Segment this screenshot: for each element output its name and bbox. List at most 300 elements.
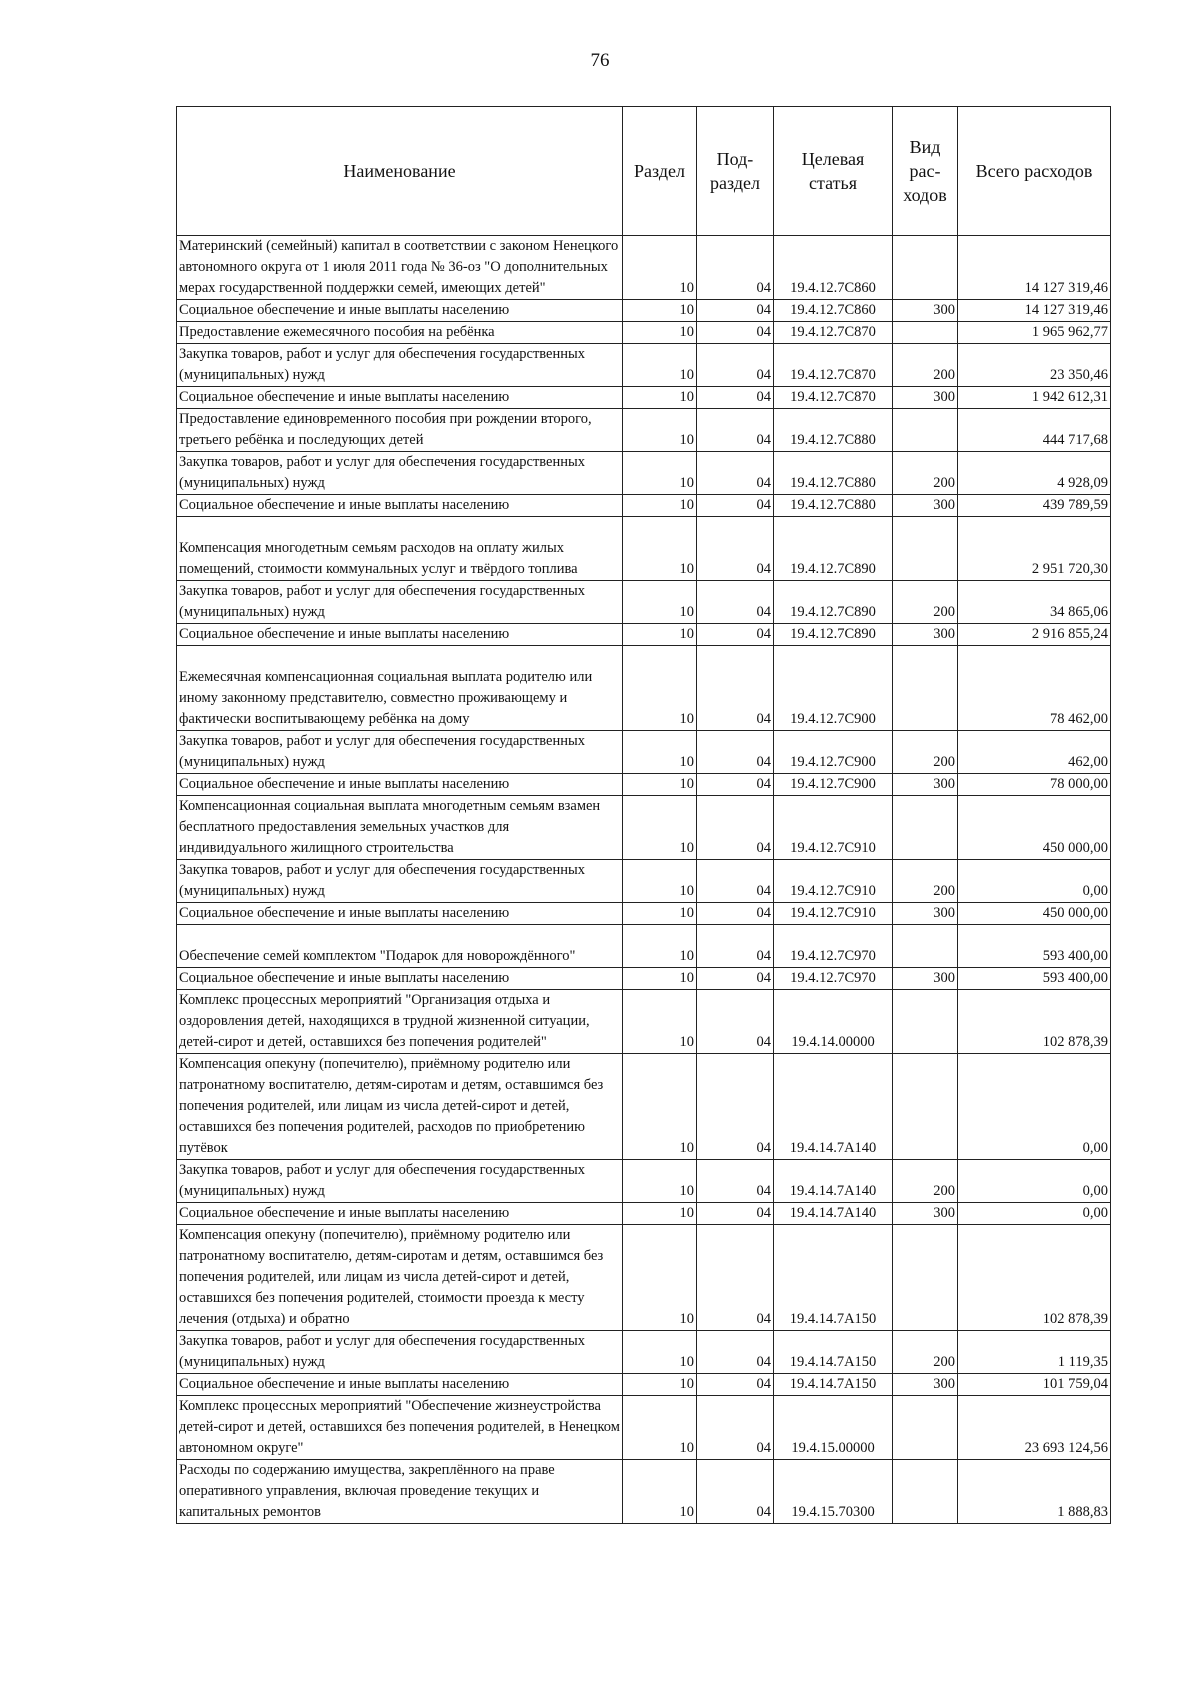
row-tselevaya-statya-text: 19.4.12.7С880 xyxy=(790,475,876,491)
row-podrazdel-text: 04 xyxy=(756,1311,771,1327)
row-total-text: 593 400,00 xyxy=(1042,948,1108,964)
row-vid-rashodov xyxy=(893,774,958,796)
row-name xyxy=(177,409,623,452)
row-razdel-text: 10 xyxy=(679,1311,694,1327)
row-razdel xyxy=(623,322,697,344)
row-podrazdel-text: 04 xyxy=(756,711,771,727)
row-vid-rashodov xyxy=(893,452,958,495)
row-name-text: Социальное обеспечение и иные выплаты населению xyxy=(179,497,510,513)
row-name xyxy=(177,517,623,581)
row-vid-rashodov xyxy=(893,344,958,387)
row-tselevaya-statya xyxy=(774,300,893,322)
row-tselevaya-statya xyxy=(774,1054,893,1160)
row-total xyxy=(958,1225,1111,1331)
row-razdel-text: 10 xyxy=(679,626,694,642)
table-row xyxy=(177,903,1111,925)
row-tselevaya-statya-text: 19.4.14.7А140 xyxy=(789,1205,877,1221)
table-row xyxy=(177,322,1111,344)
row-tselevaya-statya xyxy=(774,1374,893,1396)
row-podrazdel-text: 04 xyxy=(756,302,771,318)
table-row xyxy=(177,646,1111,731)
row-total-text: 0,00 xyxy=(1082,883,1108,899)
row-tselevaya-statya xyxy=(774,1396,893,1460)
row-razdel xyxy=(623,452,697,495)
row-tselevaya-statya-text: 19.4.12.7С860 xyxy=(790,302,876,318)
row-total xyxy=(958,1460,1111,1524)
row-podrazdel xyxy=(697,581,774,624)
row-tselevaya-statya-text: 19.4.12.7С970 xyxy=(790,970,876,986)
row-name-text: Компенсация опекуну (попечителю), приёмному родителю или патронатному воспитателю, детям-сиротам и детям, оставшимся без попечения родителей, или лицам из числа детей-сирот и детей, оставшихся без попечения родителей, расходов по приобретению путёвок xyxy=(179,1056,604,1156)
row-podrazdel xyxy=(697,624,774,646)
row-podrazdel-text: 04 xyxy=(756,1354,771,1370)
row-razdel xyxy=(623,990,697,1054)
header-razdel: Раздел xyxy=(623,107,697,236)
table-body xyxy=(177,236,1111,1524)
row-vid-rashodov-text: 300 xyxy=(933,302,955,318)
row-total xyxy=(958,300,1111,322)
row-razdel xyxy=(623,581,697,624)
header-vid: Вид рас- ходов xyxy=(893,107,958,236)
row-razdel xyxy=(623,925,697,968)
row-podrazdel xyxy=(697,517,774,581)
row-razdel xyxy=(623,731,697,774)
row-vid-rashodov xyxy=(893,1331,958,1374)
row-name xyxy=(177,903,623,925)
row-total-text: 23 350,46 xyxy=(1050,367,1108,383)
row-vid-rashodov xyxy=(893,990,958,1054)
row-name xyxy=(177,646,623,731)
row-podrazdel-text: 04 xyxy=(756,1183,771,1199)
row-total-text: 439 789,59 xyxy=(1042,497,1108,513)
row-name xyxy=(177,387,623,409)
row-tselevaya-statya-text: 19.4.12.7С890 xyxy=(790,604,876,620)
row-tselevaya-statya xyxy=(774,1203,893,1225)
row-name xyxy=(177,1331,623,1374)
row-vid-rashodov-text: 300 xyxy=(933,389,955,405)
table-row xyxy=(177,624,1111,646)
row-razdel xyxy=(623,860,697,903)
row-podrazdel xyxy=(697,322,774,344)
row-name-text: Ежемесячная компенсационная социальная выплата родителю или иному законному представителю, совместно проживающему и фактически воспитывающему ребёнка на дому xyxy=(179,669,593,727)
row-total-text: 78 462,00 xyxy=(1050,711,1108,727)
row-podrazdel xyxy=(697,495,774,517)
row-razdel-text: 10 xyxy=(679,711,694,727)
row-vid-rashodov xyxy=(893,1160,958,1203)
row-tselevaya-statya-text: 19.4.12.7С910 xyxy=(790,840,876,856)
row-tselevaya-statya-text: 19.4.12.7С970 xyxy=(790,948,876,964)
row-name-text: Закупка товаров, работ и услуг для обеспечения государственных (муниципальных) нужд xyxy=(179,346,586,383)
row-vid-rashodov xyxy=(893,925,958,968)
row-podrazdel xyxy=(697,731,774,774)
row-vid-rashodov xyxy=(893,300,958,322)
row-razdel xyxy=(623,646,697,731)
row-razdel xyxy=(623,796,697,860)
table-row xyxy=(177,1396,1111,1460)
row-vid-rashodov xyxy=(893,1460,958,1524)
row-razdel-text: 10 xyxy=(679,367,694,383)
row-podrazdel-text: 04 xyxy=(756,883,771,899)
row-razdel-text: 10 xyxy=(679,905,694,921)
row-total xyxy=(958,624,1111,646)
row-razdel-text: 10 xyxy=(679,1205,694,1221)
row-total xyxy=(958,925,1111,968)
row-vid-rashodov xyxy=(893,236,958,300)
table-row xyxy=(177,517,1111,581)
row-podrazdel xyxy=(697,1396,774,1460)
table-row xyxy=(177,1203,1111,1225)
row-podrazdel-text: 04 xyxy=(756,475,771,491)
table-row xyxy=(177,968,1111,990)
row-total-text: 450 000,00 xyxy=(1042,905,1108,921)
row-name xyxy=(177,796,623,860)
row-total-text: 1 965 962,77 xyxy=(1031,324,1108,340)
row-vid-rashodov xyxy=(893,517,958,581)
table-row xyxy=(177,990,1111,1054)
row-name-text: Социальное обеспечение и иные выплаты населению xyxy=(179,626,510,642)
row-name xyxy=(177,624,623,646)
table-row xyxy=(177,731,1111,774)
row-razdel-text: 10 xyxy=(679,1440,694,1456)
row-razdel xyxy=(623,495,697,517)
row-razdel-text: 10 xyxy=(679,840,694,856)
row-name-text: Предоставление ежемесячного пособия на ребёнка xyxy=(179,324,495,340)
row-total xyxy=(958,968,1111,990)
row-total-text: 1 942 612,31 xyxy=(1031,389,1108,405)
row-podrazdel xyxy=(697,236,774,300)
row-podrazdel xyxy=(697,300,774,322)
row-vid-rashodov xyxy=(893,322,958,344)
row-name xyxy=(177,990,623,1054)
row-podrazdel xyxy=(697,1331,774,1374)
row-name xyxy=(177,1160,623,1203)
row-razdel xyxy=(623,624,697,646)
row-vid-rashodov xyxy=(893,731,958,774)
row-tselevaya-statya-text: 19.4.14.7А150 xyxy=(789,1311,877,1327)
row-vid-rashodov-text: 200 xyxy=(933,1354,955,1370)
row-name-text: Закупка товаров, работ и услуг для обеспечения государственных (муниципальных) нужд xyxy=(179,1333,586,1370)
row-tselevaya-statya-text: 19.4.12.7С910 xyxy=(790,905,876,921)
row-total-text: 1 888,83 xyxy=(1057,1504,1108,1520)
row-tselevaya-statya xyxy=(774,1160,893,1203)
header-podrazdel: Под- раздел xyxy=(697,107,774,236)
row-tselevaya-statya xyxy=(774,344,893,387)
row-razdel-text: 10 xyxy=(679,883,694,899)
row-razdel xyxy=(623,1331,697,1374)
row-total-text: 101 759,04 xyxy=(1042,1376,1108,1392)
row-razdel-text: 10 xyxy=(679,561,694,577)
row-podrazdel-text: 04 xyxy=(756,970,771,986)
row-razdel xyxy=(623,1054,697,1160)
row-tselevaya-statya xyxy=(774,409,893,452)
row-podrazdel xyxy=(697,860,774,903)
row-name xyxy=(177,1374,623,1396)
row-tselevaya-statya xyxy=(774,387,893,409)
row-total xyxy=(958,322,1111,344)
row-vid-rashodov-text: 300 xyxy=(933,970,955,986)
table-row xyxy=(177,344,1111,387)
table-row xyxy=(177,1225,1111,1331)
row-total-text: 78 000,00 xyxy=(1050,776,1108,792)
row-name xyxy=(177,1203,623,1225)
row-vid-rashodov xyxy=(893,1225,958,1331)
row-total-text: 102 878,39 xyxy=(1042,1034,1108,1050)
row-razdel-text: 10 xyxy=(679,604,694,620)
row-name-text: Расходы по содержанию имущества, закреплённого на праве оперативного управления, включая проведение текущих и капитальных ремонтов xyxy=(179,1462,555,1520)
row-total-text: 14 127 319,46 xyxy=(1024,302,1108,318)
row-total xyxy=(958,409,1111,452)
table-row xyxy=(177,1460,1111,1524)
row-vid-rashodov xyxy=(893,796,958,860)
page-number: 76 xyxy=(590,50,610,71)
row-tselevaya-statya-text: 19.4.12.7С910 xyxy=(790,883,876,899)
row-name xyxy=(177,1460,623,1524)
row-tselevaya-statya-text: 19.4.14.7А150 xyxy=(789,1376,877,1392)
table-row xyxy=(177,387,1111,409)
row-razdel-text: 10 xyxy=(679,324,694,340)
table-row xyxy=(177,796,1111,860)
row-total xyxy=(958,387,1111,409)
row-total xyxy=(958,903,1111,925)
row-razdel xyxy=(623,1225,697,1331)
row-vid-rashodov-text: 200 xyxy=(933,883,955,899)
row-tselevaya-statya-text: 19.4.12.7С890 xyxy=(790,626,876,642)
row-podrazdel-text: 04 xyxy=(756,432,771,448)
row-podrazdel xyxy=(697,903,774,925)
table-row xyxy=(177,495,1111,517)
row-podrazdel-text: 04 xyxy=(756,389,771,405)
row-tselevaya-statya-text: 19.4.12.7С880 xyxy=(790,497,876,513)
row-name-text: Закупка товаров, работ и услуг для обеспечения государственных (муниципальных) нужд xyxy=(179,862,586,899)
row-podrazdel xyxy=(697,1225,774,1331)
table-row xyxy=(177,1160,1111,1203)
row-total xyxy=(958,1203,1111,1225)
row-name-text: Закупка товаров, работ и услуг для обеспечения государственных (муниципальных) нужд xyxy=(179,454,586,491)
row-name xyxy=(177,774,623,796)
row-name xyxy=(177,860,623,903)
row-name xyxy=(177,452,623,495)
row-total xyxy=(958,860,1111,903)
row-tselevaya-statya xyxy=(774,774,893,796)
row-name-text: Компенсация многодетным семьям расходов на оплату жилых помещений, стоимости коммунальных услуг и твёрдого топлива xyxy=(179,540,578,577)
row-tselevaya-statya-text: 19.4.12.7С900 xyxy=(790,711,876,727)
header-tselevaya: Целевая статья xyxy=(774,107,893,236)
row-total-text: 0,00 xyxy=(1082,1183,1108,1199)
table-row xyxy=(177,925,1111,968)
row-razdel xyxy=(623,968,697,990)
row-vid-rashodov xyxy=(893,624,958,646)
row-vid-rashodov-text: 200 xyxy=(933,1183,955,1199)
row-razdel xyxy=(623,1160,697,1203)
row-podrazdel-text: 04 xyxy=(756,1034,771,1050)
row-name xyxy=(177,495,623,517)
row-total xyxy=(958,1054,1111,1160)
row-podrazdel xyxy=(697,646,774,731)
table-row xyxy=(177,409,1111,452)
table-row xyxy=(177,1331,1111,1374)
row-podrazdel-text: 04 xyxy=(756,280,771,296)
row-razdel-text: 10 xyxy=(679,1354,694,1370)
row-total xyxy=(958,236,1111,300)
table-row xyxy=(177,452,1111,495)
row-name xyxy=(177,968,623,990)
row-razdel-text: 10 xyxy=(679,970,694,986)
row-podrazdel xyxy=(697,409,774,452)
row-tselevaya-statya-text: 19.4.12.7С900 xyxy=(790,776,876,792)
row-razdel xyxy=(623,903,697,925)
row-tselevaya-statya xyxy=(774,925,893,968)
row-total-text: 462,00 xyxy=(1068,754,1108,770)
row-vid-rashodov xyxy=(893,409,958,452)
row-tselevaya-statya xyxy=(774,990,893,1054)
row-podrazdel xyxy=(697,1203,774,1225)
row-vid-rashodov-text: 200 xyxy=(933,604,955,620)
row-vid-rashodov-text: 300 xyxy=(933,905,955,921)
table-row xyxy=(177,860,1111,903)
row-tselevaya-statya xyxy=(774,322,893,344)
row-podrazdel-text: 04 xyxy=(756,1376,771,1392)
row-tselevaya-statya xyxy=(774,796,893,860)
row-vid-rashodov xyxy=(893,1054,958,1160)
row-razdel xyxy=(623,344,697,387)
row-name-text: Комплекс процессных мероприятий "Обеспечение жизнеустройства детей-сирот и детей, оставшихся без попечения родителей, в Ненецком автономном округе" xyxy=(179,1398,620,1456)
row-name-text: Закупка товаров, работ и услуг для обеспечения государственных (муниципальных) нужд xyxy=(179,1162,586,1199)
row-vid-rashodov xyxy=(893,968,958,990)
row-vid-rashodov xyxy=(893,646,958,731)
row-name-text: Компенсация опекуну (попечителю), приёмному родителю или патронатному воспитателю, детям-сиротам и детям, оставшимся без попечения родителей, или лицам из числа детей-сирот и детей, оставшихся без попечения родителей, стоимости проезда к месту лечения (отдыха) и обратно xyxy=(179,1227,604,1327)
table-row xyxy=(177,300,1111,322)
row-name xyxy=(177,581,623,624)
table-row xyxy=(177,774,1111,796)
row-tselevaya-statya xyxy=(774,646,893,731)
row-podrazdel xyxy=(697,925,774,968)
row-tselevaya-statya xyxy=(774,860,893,903)
row-podrazdel xyxy=(697,1054,774,1160)
row-name-text: Комплекс процессных мероприятий "Организация отдыха и оздоровления детей, находящихся в трудной жизненной ситуации, детей-сирот и детей, оставшихся без попечения родителей" xyxy=(179,992,590,1050)
row-tselevaya-statya xyxy=(774,517,893,581)
row-podrazdel-text: 04 xyxy=(756,840,771,856)
row-razdel-text: 10 xyxy=(679,754,694,770)
row-tselevaya-statya xyxy=(774,731,893,774)
row-podrazdel-text: 04 xyxy=(756,604,771,620)
row-razdel-text: 10 xyxy=(679,280,694,296)
row-tselevaya-statya-text: 19.4.12.7С870 xyxy=(790,389,876,405)
row-razdel-text: 10 xyxy=(679,948,694,964)
row-name-text: Закупка товаров, работ и услуг для обеспечения государственных (муниципальных) нужд xyxy=(179,733,586,770)
row-tselevaya-statya-text: 19.4.14.7А140 xyxy=(789,1183,877,1199)
row-total-text: 444 717,68 xyxy=(1042,432,1108,448)
row-name xyxy=(177,344,623,387)
row-tselevaya-statya xyxy=(774,1225,893,1331)
row-razdel xyxy=(623,1203,697,1225)
row-podrazdel xyxy=(697,774,774,796)
table-header xyxy=(177,107,1111,236)
row-podrazdel-text: 04 xyxy=(756,1140,771,1156)
row-razdel-text: 10 xyxy=(679,389,694,405)
row-vid-rashodov-text: 200 xyxy=(933,367,955,383)
row-total-text: 102 878,39 xyxy=(1042,1311,1108,1327)
row-podrazdel xyxy=(697,968,774,990)
row-tselevaya-statya-text: 19.4.14.00000 xyxy=(791,1034,875,1050)
row-razdel-text: 10 xyxy=(679,1034,694,1050)
row-total xyxy=(958,1331,1111,1374)
table-row xyxy=(177,581,1111,624)
row-razdel xyxy=(623,387,697,409)
row-total xyxy=(958,796,1111,860)
row-podrazdel-text: 04 xyxy=(756,626,771,642)
row-vid-rashodov-text: 200 xyxy=(933,475,955,491)
row-razdel xyxy=(623,774,697,796)
row-tselevaya-statya xyxy=(774,624,893,646)
row-tselevaya-statya xyxy=(774,236,893,300)
row-total-text: 2 916 855,24 xyxy=(1031,626,1108,642)
row-total xyxy=(958,1396,1111,1460)
row-razdel xyxy=(623,300,697,322)
row-vid-rashodov-text: 300 xyxy=(933,497,955,513)
row-razdel xyxy=(623,1460,697,1524)
row-total xyxy=(958,731,1111,774)
row-vid-rashodov-text: 300 xyxy=(933,776,955,792)
row-total-text: 0,00 xyxy=(1082,1205,1108,1221)
row-total xyxy=(958,1160,1111,1203)
row-name-text: Социальное обеспечение и иные выплаты населению xyxy=(179,302,510,318)
row-total-text: 34 865,06 xyxy=(1050,604,1108,620)
row-tselevaya-statya-text: 19.4.12.7С860 xyxy=(790,280,876,296)
table-row xyxy=(177,1374,1111,1396)
row-total xyxy=(958,517,1111,581)
row-razdel xyxy=(623,517,697,581)
row-razdel xyxy=(623,409,697,452)
row-podrazdel-text: 04 xyxy=(756,1504,771,1520)
row-podrazdel xyxy=(697,1160,774,1203)
row-podrazdel-text: 04 xyxy=(756,948,771,964)
row-total-text: 1 119,35 xyxy=(1057,1354,1108,1370)
row-podrazdel-text: 04 xyxy=(756,561,771,577)
row-name xyxy=(177,300,623,322)
row-name-text: Компенсационная социальная выплата многодетным семьям взамен бесплатного предоставления земельных участков для индивидуального жилищного строительства xyxy=(179,798,601,856)
row-razdel-text: 10 xyxy=(679,302,694,318)
row-razdel-text: 10 xyxy=(679,1140,694,1156)
row-razdel xyxy=(623,236,697,300)
row-total xyxy=(958,990,1111,1054)
row-razdel-text: 10 xyxy=(679,1504,694,1520)
row-podrazdel-text: 04 xyxy=(756,1205,771,1221)
row-total xyxy=(958,581,1111,624)
row-total xyxy=(958,344,1111,387)
row-podrazdel-text: 04 xyxy=(756,905,771,921)
row-podrazdel xyxy=(697,990,774,1054)
row-total xyxy=(958,646,1111,731)
row-podrazdel xyxy=(697,344,774,387)
row-podrazdel-text: 04 xyxy=(756,324,771,340)
row-tselevaya-statya xyxy=(774,581,893,624)
table-row xyxy=(177,1054,1111,1160)
row-tselevaya-statya-text: 19.4.14.7А140 xyxy=(789,1140,877,1156)
row-total-text: 4 928,09 xyxy=(1057,475,1108,491)
row-vid-rashodov xyxy=(893,387,958,409)
row-name xyxy=(177,925,623,968)
row-tselevaya-statya-text: 19.4.12.7С890 xyxy=(790,561,876,577)
row-tselevaya-statya xyxy=(774,495,893,517)
row-vid-rashodov-text: 300 xyxy=(933,626,955,642)
row-podrazdel xyxy=(697,1460,774,1524)
row-vid-rashodov-text: 200 xyxy=(933,754,955,770)
row-name-text: Обеспечение семей комплектом "Подарок для новорождённого" xyxy=(179,948,576,964)
row-vid-rashodov-text: 300 xyxy=(933,1205,955,1221)
row-tselevaya-statya xyxy=(774,968,893,990)
budget-table xyxy=(176,106,1111,1524)
row-name-text: Закупка товаров, работ и услуг для обеспечения государственных (муниципальных) нужд xyxy=(179,583,586,620)
row-total-text: 593 400,00 xyxy=(1042,970,1108,986)
